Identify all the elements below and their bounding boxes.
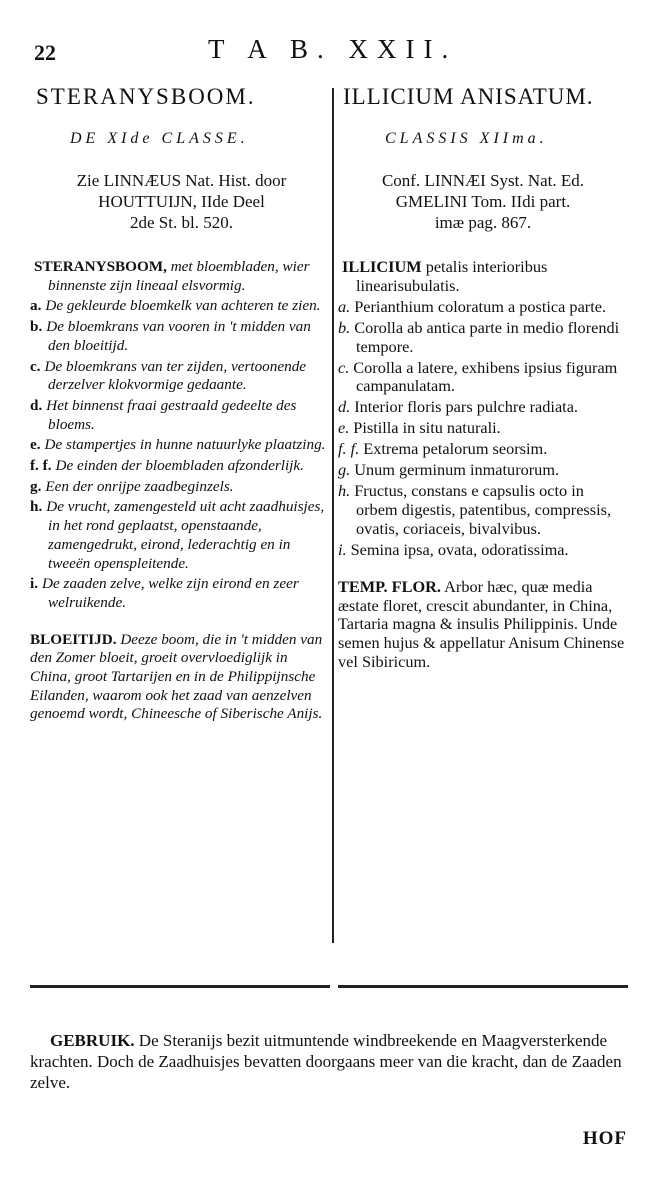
class-latin: CLASSIS XIIma. (385, 130, 548, 147)
flowering-latin: TEMP. FLOR. Arbor hæc, quæ media æstate floret, crescit abundanter, in China, Tartaria magna & insulis Philippinis. Unde semen hujus & appellatur Anisum Chinense vel Sibiricum. (338, 576, 625, 672)
description-entry: c. Corolla a latere, exhibens ipsius figuram campanulatam. (338, 357, 618, 396)
description-entry: f. f. Extrema petalorum seorsim. (338, 439, 548, 459)
description-entry: d. Interior floris pars pulchre radiata. (338, 397, 578, 417)
column-divider (332, 88, 334, 943)
description-entry: i. De zaaden zelve, welke zijn eirond en zeer welruikende. (30, 575, 299, 611)
description-entry: b. De bloemkrans van vooren in 't midden van den bloeitijd. (30, 318, 311, 354)
description-entry: ILLICIUM petalis interioribus linearisubulatis. (342, 257, 548, 295)
description-entry: i. Semina ipsa, ovata, odoratissima. (338, 539, 569, 559)
description-entry: d. Het binnenst fraai gestraald gedeelte des bloems. (30, 396, 297, 433)
description-entry: STERANYSBOOM, met bloembladen, wier binnenste zijn lineaal elsvormig. (34, 258, 310, 294)
reference-line: HOUTTUIJN, IIde Deel (98, 192, 265, 211)
description-entry: h. De vrucht, zamengesteld uit acht zaadhuisjes, in het rond geplaatst, openstaande, zamengedrukt, eirond, lederachtig en in tweeën openspleitende. (30, 498, 325, 572)
reference-line: Zie LINNÆUS Nat. Hist. door (76, 171, 287, 190)
reference-latin (338, 170, 628, 233)
catchword: HOF (582, 1128, 627, 1149)
title-dutch: STERANYSBOOM. (36, 84, 256, 109)
usage-paragraph (30, 1030, 630, 1093)
rule-left (30, 985, 330, 988)
reference-line: imæ pag. 867. (434, 213, 532, 232)
reference-line: Conf. LINNÆI Syst. Nat. Ed. (381, 171, 585, 190)
description-entry: c. De bloemkrans van ter zijden, vertoonende derzelver klokvormige gedaante. (30, 357, 307, 394)
description-entry: g. Unum germinum inmaturorum. (338, 460, 560, 480)
description-entry: a. De gekleurde bloemkelk van achteren te zien. (30, 297, 321, 315)
page-number: 22 (34, 40, 56, 65)
description-entry: g. Een der onrijpe zaadbeginzels. (30, 477, 234, 495)
reference-dutch (34, 170, 329, 233)
class-dutch: DE XIde CLASSE. (70, 130, 249, 147)
description-entry: e. Pistilla in situ naturali. (338, 418, 501, 438)
latin-column (338, 258, 628, 672)
usage-text: De Steranijs bezit uitmuntende windbreekende en Maagversterkende krachten. Doch de Zaadhuisjes bevatten doorgaans meer van die kracht, dan de Zaaden zelve. (30, 1031, 622, 1092)
description-entry: h. Fructus, constans e capsulis octo in orbem digestis, patentibus, compressis, ovatis, coriaceis, bivalvibus. (338, 480, 612, 538)
description-entry: e. De stampertjes in hunne natuurlyke plaatzing. (30, 436, 326, 454)
dutch-column (30, 258, 326, 724)
reference-line: GMELINI Tom. IIdi part. (395, 192, 571, 211)
plate-heading: T A B. XXII. (208, 34, 458, 64)
flowering-dutch: BLOEITIJD. Deeze boom, die in 't midden van den Zomer bloeit, groeit overvloediglijk in China, groot Tartarijen en in de Philippijnsche Eilanden, waarom ook het zaad van aenzelven genoemd wordt, Chineesche of Siberische Anijs. (30, 630, 323, 723)
rule-right (338, 985, 628, 988)
reference-line: 2de St. bl. 520. (130, 213, 233, 232)
description-entry: f. f. De einden der bloembladen afzonderlijk. (30, 457, 304, 475)
usage-lead: GEBRUIK. (50, 1031, 135, 1050)
description-entry: a. Perianthium coloratum a postica parte. (338, 296, 607, 316)
description-entry: b. Corolla ab antica parte in medio florendi tempore. (338, 317, 620, 356)
title-latin: ILLICIUM ANISATUM. (343, 84, 594, 109)
